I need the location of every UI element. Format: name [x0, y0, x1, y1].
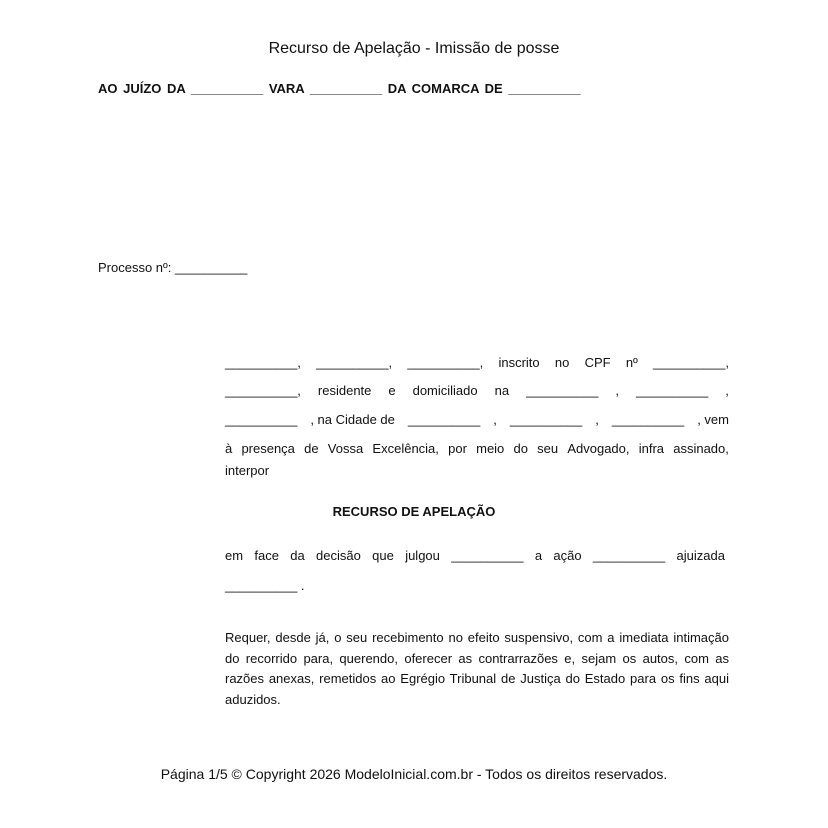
word: e: [388, 383, 396, 398]
court-address-line: AO JUÍZO DA __________ VARA __________ DA COMARCA DE __________: [98, 81, 581, 96]
word: __________: [635, 383, 709, 398]
word: Vossa: [327, 441, 364, 456]
word: , na Cidade de: [310, 412, 395, 427]
word: __________: [592, 548, 666, 563]
decision-line-2: __________ .: [225, 578, 305, 593]
word: de: [304, 441, 319, 456]
qualification-line-5: interpor: [225, 463, 270, 478]
section-heading: RECURSO DE APELAÇÃO: [332, 504, 496, 519]
word: a: [534, 548, 543, 563]
document-title: Recurso de Apelação - Imissão de posse: [268, 40, 560, 57]
word: presença: [241, 441, 295, 456]
word: __________,: [225, 355, 301, 370]
word: ,: [493, 412, 497, 427]
word: decisão: [316, 548, 361, 563]
word: que: [372, 548, 394, 563]
word: __________,: [225, 383, 301, 398]
word: __________: [407, 412, 481, 427]
word: julgou: [405, 548, 440, 563]
word: Excelência,: [372, 441, 439, 456]
qualification-line-4: [225, 441, 729, 456]
word: face: [254, 548, 279, 563]
word: infra: [638, 441, 665, 456]
word: ,: [725, 383, 729, 398]
word: no: [554, 355, 570, 370]
word: ajuizada: [676, 548, 725, 563]
word: , vem: [697, 412, 729, 427]
word: ,: [595, 412, 599, 427]
decision-line-1: [225, 548, 725, 563]
word: por: [448, 441, 467, 456]
word: inscrito: [498, 355, 540, 370]
word: à: [225, 441, 233, 456]
request-paragraph: Requer, desde já, o seu recebimento no efeito suspensivo, com a imediata intimação do recorrido para, querendo, oferecer as contrarrazões e, sejam os autos, com as razões anexas, remetidos ao Egrégio Tribunal de Justiça do Estado para os fins aqui aduzidos.: [225, 630, 729, 707]
word: __________,: [407, 355, 484, 370]
word: CPF: [584, 355, 611, 370]
qualification-line-1: [225, 355, 729, 370]
word: da: [290, 548, 305, 563]
process-number-line: Processo nº: __________: [98, 260, 248, 275]
word: seu: [537, 441, 559, 456]
word: __________: [225, 412, 298, 427]
word: __________: [451, 548, 524, 563]
qualification-line-2: [225, 383, 729, 398]
word: do: [513, 441, 528, 456]
word: assinado,: [673, 441, 729, 456]
word: ação: [553, 548, 582, 563]
word: __________: [611, 412, 685, 427]
word: __________,: [316, 355, 393, 370]
qualification-line-3: [225, 412, 729, 427]
word: __________: [509, 412, 583, 427]
word: meio: [476, 441, 505, 456]
word: __________,: [653, 355, 729, 370]
page-footer: Página 1/5 © Copyright 2026 ModeloInicial.com.br - Todos os direitos reservados.: [160, 766, 668, 782]
word: nº: [625, 355, 638, 370]
word: domiciliado: [412, 383, 478, 398]
word: em: [225, 548, 244, 563]
word: ,: [615, 383, 619, 398]
word: Advogado,: [567, 441, 630, 456]
word: __________: [526, 383, 599, 398]
word: residente: [317, 383, 372, 398]
word: na: [494, 383, 510, 398]
